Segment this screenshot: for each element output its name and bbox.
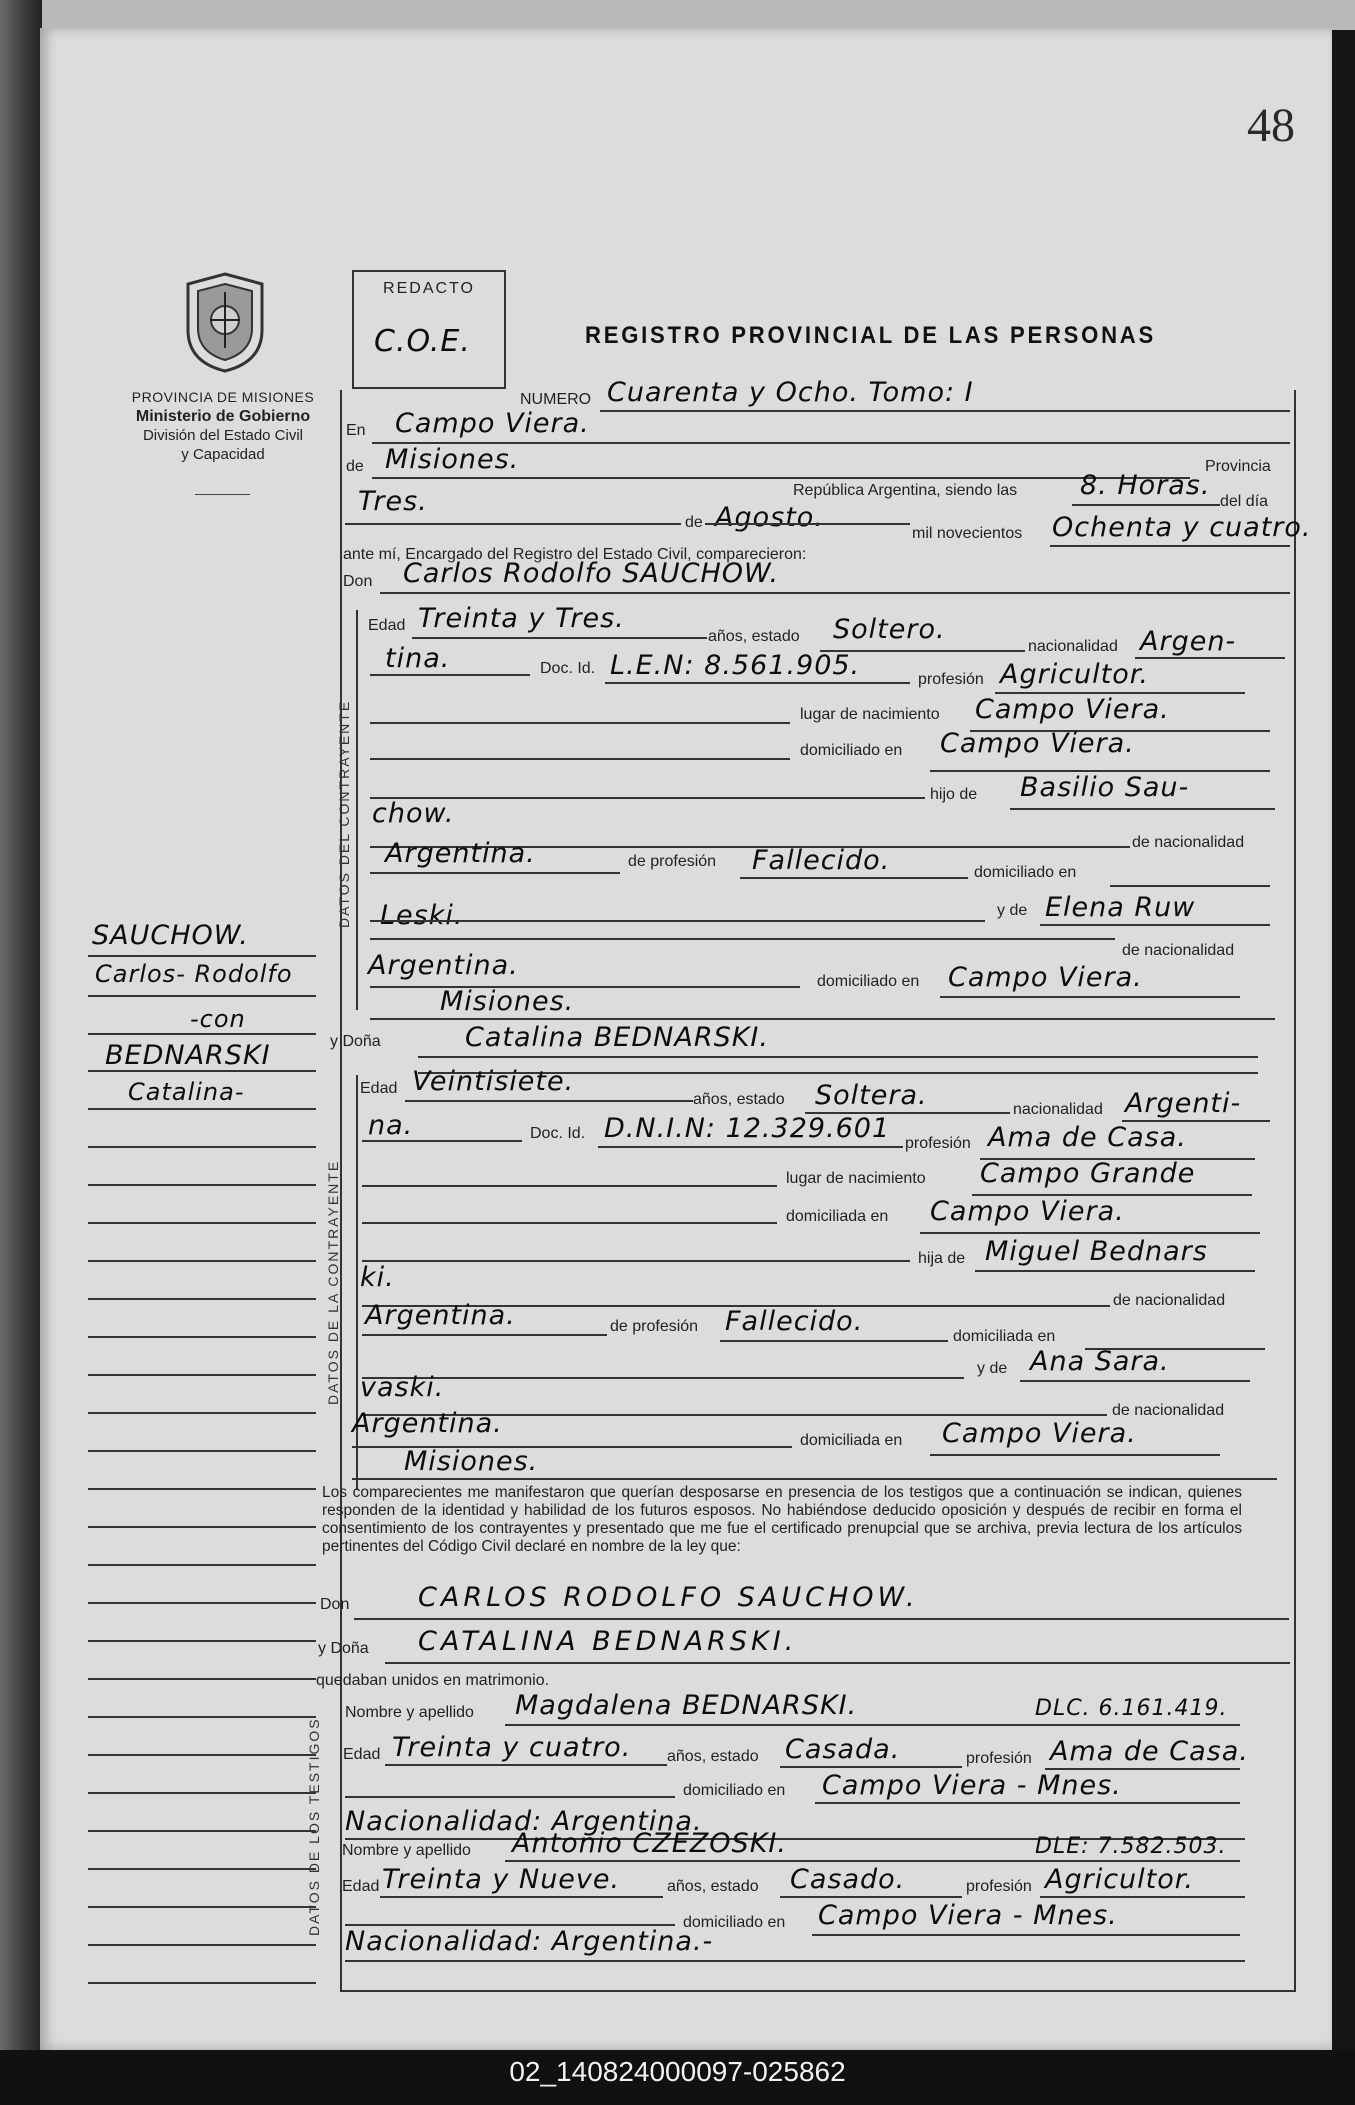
- entry-b-madre-dom1: Campo Viera.: [942, 1418, 1137, 1449]
- margin-note-line-1: SAUCHOW.: [92, 920, 249, 951]
- line-g-padre1: [1010, 808, 1275, 810]
- line-dona: [418, 1056, 1258, 1058]
- label-datos-la-contrayente: DATOS DE LA CONTRAYENTE: [325, 1159, 341, 1405]
- entry-b-nac2: na.: [368, 1110, 414, 1141]
- label-domiciliado-madre: domiciliado en: [817, 973, 920, 990]
- entry-decl-don: CARLOS RODOLFO SAUCHOW.: [418, 1582, 919, 1613]
- entry-g-nac1: Argen-: [1140, 626, 1237, 657]
- document-title: REGISTRO PROVINCIAL DE LAS PERSONAS: [585, 322, 1156, 349]
- margin-note-line-4: BEDNARSKI: [105, 1040, 271, 1071]
- frame-right: [1294, 390, 1296, 1990]
- line-t2-estado: [780, 1896, 962, 1898]
- label-provincia: Provincia: [1205, 458, 1271, 475]
- entry-b-estado: Soltera.: [815, 1080, 928, 1111]
- line-b-dom: [920, 1232, 1260, 1234]
- label-domiciliada: domiciliada en: [786, 1208, 889, 1225]
- label-hija-de: hija de: [918, 1250, 966, 1267]
- entry-g-doc: L.E.N: 8.561.905.: [610, 650, 861, 681]
- entry-b-doc: D.N.I.N: 12.329.601: [604, 1113, 891, 1144]
- line-g-nac1: [1135, 657, 1285, 659]
- label-de-nacionalidad-b: de nacionalidad: [1113, 1292, 1226, 1309]
- entry-dia: Tres.: [358, 486, 428, 517]
- line-g-blank4: [370, 938, 1115, 940]
- entry-g-padre2: chow.: [372, 798, 455, 829]
- entry-b-padre-nac: Argentina.: [365, 1300, 516, 1331]
- label-domiciliado: domiciliado en: [800, 742, 903, 759]
- entry-t2-edad: Treinta y Nueve.: [382, 1864, 621, 1895]
- label-profesion-b: profesión: [905, 1135, 971, 1152]
- entry-t2-prof: Agricultor.: [1045, 1864, 1194, 1895]
- entry-b-madre2: vaski.: [360, 1372, 445, 1403]
- line-de: [372, 477, 1190, 479]
- line-b-padre-nac: [362, 1334, 607, 1336]
- entry-g-lugar: Campo Viera.: [975, 694, 1170, 725]
- entry-g-estado: Soltero.: [833, 614, 946, 645]
- label-hijo-de: hijo de: [930, 786, 978, 803]
- entry-de: Misiones.: [385, 444, 520, 475]
- entry-t1-edad: Treinta y cuatro.: [392, 1732, 632, 1763]
- label-de-profesion-b: de profesión: [610, 1318, 699, 1335]
- entry-don: Carlos Rodolfo SAUCHOW.: [403, 558, 780, 589]
- line-b-madre-dom2: [352, 1478, 1277, 1480]
- label-domiciliada-padre: domiciliada en: [953, 1328, 1056, 1345]
- line-b-doc: [598, 1146, 903, 1148]
- entry-b-padre1: Miguel Bednars: [985, 1236, 1208, 1267]
- line-g-nac2: [370, 674, 530, 676]
- label-nombre-t1: Nombre y apellido: [345, 1704, 474, 1721]
- entry-t1-doc: DLC. 6.161.419.: [1035, 1696, 1228, 1721]
- line-t2-dom: [812, 1934, 1240, 1936]
- label-anos-estado-b: años, estado: [693, 1091, 785, 1108]
- margin-note-line-3: -con: [190, 1005, 246, 1033]
- label-domiciliado-padre: domiciliado en: [974, 864, 1077, 881]
- ministry-heading: [112, 388, 334, 464]
- entry-g-madre-dom2: Misiones.: [440, 986, 575, 1017]
- line-g-madre-nac: [370, 986, 800, 988]
- entry-t1-nombre: Magdalena BEDNARSKI.: [515, 1690, 858, 1721]
- entry-mes: Agosto.: [715, 502, 824, 533]
- line-b-blank1: [362, 1185, 777, 1187]
- line-g-madre1: [1040, 924, 1270, 926]
- line-g-edad: [412, 637, 707, 639]
- label-del-dia: del día: [1220, 493, 1269, 510]
- line-b-blank3: [362, 1260, 910, 1262]
- line-t1-edad: [385, 1764, 667, 1766]
- groom-block-bar: [356, 610, 358, 1010]
- line-numero: [600, 410, 1290, 412]
- frame-bottom: [340, 1990, 1296, 1992]
- entry-decl-dona: CATALINA BEDNARSKI.: [418, 1626, 798, 1657]
- ministry-name: Ministerio de Gobierno: [135, 408, 311, 425]
- stamp-initials: C.O.E.: [374, 324, 471, 359]
- entry-b-madre1: Ana Sara.: [1030, 1346, 1170, 1377]
- entry-g-prof: Agricultor.: [1000, 659, 1149, 690]
- entry-t2-doc: DLE: 7.582.503.: [1035, 1834, 1227, 1859]
- line-don: [380, 592, 1290, 594]
- page-top-edge: [42, 0, 1355, 30]
- label-y-de-b: y de: [977, 1360, 1008, 1377]
- label-doc-id: Doc. Id.: [540, 660, 596, 677]
- line-g-padre-dom: [1110, 885, 1270, 887]
- label-anos-estado-t1: años, estado: [667, 1748, 759, 1765]
- entry-g-madre-nac: Argentina.: [368, 950, 519, 981]
- entry-t1-dom: Campo Viera - Mnes.: [822, 1770, 1122, 1801]
- label-de-mes: de: [685, 514, 703, 531]
- entry-b-padre-prof: Fallecido.: [725, 1306, 864, 1337]
- entry-g-dom: Campo Viera.: [940, 728, 1135, 759]
- line-b-nac2: [362, 1140, 522, 1142]
- label-edad-t1: Edad: [343, 1746, 381, 1763]
- label-domiciliada-madre: domiciliada en: [800, 1432, 903, 1449]
- line-t1-estado: [780, 1766, 962, 1768]
- line-anio: [1050, 545, 1290, 547]
- margin-note-line-5: Catalina-: [128, 1078, 245, 1106]
- label-datos-contrayente: DATOS DEL CONTRAYENTE: [336, 699, 352, 928]
- label-don: Don: [343, 573, 373, 590]
- label-de-nacionalidad-b2: de nacionalidad: [1112, 1402, 1225, 1419]
- line-g-madre-dom2: [370, 1018, 1275, 1020]
- label-edad: Edad: [368, 617, 406, 634]
- label-datos-testigos: DATOS DE LOS TESTIGOS: [306, 1717, 322, 1936]
- label-domiciliado-t1: domiciliado en: [683, 1782, 786, 1799]
- footer-filename: 02_140824000097-025862: [509, 2056, 846, 2087]
- line-dia: [345, 523, 681, 525]
- page-number: 48: [1247, 99, 1295, 152]
- label-lugar-nac: lugar de nacimiento: [800, 706, 940, 723]
- entry-en: Campo Viera.: [395, 408, 590, 439]
- entry-t2-nac: Nacionalidad: Argentina.-: [345, 1926, 714, 1957]
- entry-g-padre-nac: Argentina.: [385, 838, 536, 869]
- label-anos-estado-t2: años, estado: [667, 1878, 759, 1895]
- label-edad-b: Edad: [360, 1080, 398, 1097]
- entry-t1-estado: Casada.: [785, 1734, 901, 1765]
- entry-g-madre2: Leski.: [380, 900, 464, 931]
- entry-b-madre-dom2: Misiones.: [404, 1446, 539, 1477]
- line-b-padre1: [975, 1270, 1255, 1272]
- label-profesion-t1: profesión: [966, 1750, 1032, 1767]
- line-t1-nombre: [505, 1724, 1240, 1726]
- entry-g-nac2: tina.: [385, 643, 451, 674]
- line-b-blank4: [362, 1377, 964, 1379]
- label-nacionalidad-b: nacionalidad: [1013, 1101, 1103, 1118]
- entry-t2-nombre: Antonio CZEZOSKI.: [512, 1828, 787, 1859]
- entry-b-lugar: Campo Grande: [980, 1158, 1196, 1189]
- margin-note-line-2: Carlos- Rodolfo: [95, 960, 293, 988]
- label-quedaban: quedaban unidos en matrimonio.: [316, 1672, 550, 1689]
- label-don-decl: Don: [320, 1596, 350, 1613]
- label-anos-estado: años, estado: [708, 628, 800, 645]
- line-horas: [1072, 504, 1220, 506]
- entry-g-madre-dom1: Campo Viera.: [948, 962, 1143, 993]
- entry-g-edad: Treinta y Tres.: [418, 603, 625, 634]
- line-b-madre-dom1: [930, 1454, 1220, 1456]
- line-decl-don: [354, 1618, 1289, 1620]
- redacto-stamp: [352, 270, 506, 389]
- line-t1-dom: [815, 1802, 1240, 1804]
- book-spine: [0, 0, 42, 2105]
- label-lugar-nac-b: lugar de nacimiento: [786, 1170, 926, 1187]
- label-domiciliado-t2: domiciliado en: [683, 1914, 786, 1931]
- line-t1-blank: [345, 1796, 675, 1798]
- label-nacionalidad: nacionalidad: [1028, 638, 1118, 655]
- entry-t1-prof: Ama de Casa.: [1050, 1736, 1249, 1767]
- line-b-blank2: [362, 1222, 777, 1224]
- line-b-madre1: [1020, 1380, 1250, 1382]
- line-g-madre-dom1: [940, 996, 1240, 998]
- entry-numero: Cuarenta y Ocho. Tomo: I: [607, 377, 974, 408]
- line-t2-prof: [1040, 1896, 1245, 1898]
- provincial-seal-icon: [180, 270, 270, 375]
- line-t2-edad: [380, 1896, 663, 1898]
- line-g-blank2: [370, 758, 790, 760]
- entry-b-edad: Veintisiete.: [412, 1066, 575, 1097]
- label-de: de: [346, 458, 364, 475]
- entry-b-prof: Ama de Casa.: [988, 1122, 1187, 1153]
- line-g-doc: [605, 682, 910, 684]
- label-mil-novecientos: mil novecientos: [912, 525, 1023, 542]
- label-nombre-t2: Nombre y apellido: [342, 1842, 471, 1859]
- ministry-capacity: y Capacidad: [181, 446, 265, 463]
- line-t2-nombre: [505, 1860, 1240, 1862]
- line-g-blank1: [370, 722, 790, 724]
- entry-b-nac1: Argenti-: [1125, 1088, 1242, 1119]
- line-g-madre2: [370, 920, 985, 922]
- entry-dona: Catalina BEDNARSKI.: [465, 1022, 769, 1053]
- label-numero: NUMERO: [520, 391, 592, 408]
- ministry-province: PROVINCIA DE MISIONES: [131, 389, 315, 405]
- entry-g-madre1: Elena Ruw: [1045, 892, 1196, 923]
- entry-anio: Ochenta y cuatro.: [1052, 512, 1312, 543]
- ministry-rule: [195, 494, 250, 495]
- label-de-nacionalidad: de nacionalidad: [1132, 834, 1245, 851]
- label-edad-t2: Edad: [342, 1878, 380, 1895]
- entry-t2-estado: Casado.: [790, 1864, 906, 1895]
- label-y-dona: y Doña: [330, 1033, 381, 1050]
- line-t2-nac: [345, 1960, 1245, 1962]
- line-decl-dona: [385, 1662, 1290, 1664]
- label-ante-mi: ante mí, Encargado del Registro del Estado Civil, comparecieron:: [343, 546, 807, 563]
- entry-b-dom: Campo Viera.: [930, 1196, 1125, 1227]
- stamp-label: REDACTO: [383, 280, 475, 297]
- line-g-padre-nac: [370, 872, 620, 874]
- label-y-dona-decl: y Doña: [318, 1640, 369, 1657]
- label-en: En: [346, 422, 366, 439]
- label-doc-id-b: Doc. Id.: [530, 1125, 586, 1142]
- entry-b-padre2: ki.: [360, 1262, 395, 1293]
- label-profesion: profesión: [918, 671, 984, 688]
- label-y-de: y de: [997, 902, 1028, 919]
- entry-g-padre-prof: Fallecido.: [752, 845, 891, 876]
- label-republica: República Argentina, siendo las: [793, 482, 1018, 499]
- line-b-padre-prof: [720, 1340, 948, 1342]
- entry-g-padre1: Basilio Sau-: [1020, 772, 1190, 803]
- label-profesion-t2: profesión: [966, 1878, 1032, 1895]
- label-de-nacionalidad2: de nacionalidad: [1122, 942, 1235, 959]
- label-de-profesion: de profesión: [628, 853, 717, 870]
- line-mes: [705, 523, 910, 525]
- entry-t1-nac: Nacionalidad: Argentina.: [345, 1806, 703, 1837]
- ministry-division: División del Estado Civil: [142, 427, 304, 444]
- declaration-paragraph: Los comparecientes me manifestaron que querían desposarse en presencia de los testigos que a continuación se indican, quienes responden de la identidad y habilidad de los futuros esposos. No habiéndose deducido oposición y después de recibir en forma el consentimiento de los contrayentes y presentado que me fue el certificado prenupcial que se archiva, previa lectura de los artículos pertinentes del Código Civil declaré en nombre de la ley que:: [322, 1484, 1242, 1555]
- line-b-edad: [405, 1100, 693, 1102]
- entry-b-madre-nac: Argentina.: [352, 1408, 503, 1439]
- line-g-padre-prof: [740, 877, 968, 879]
- entry-horas: 8. Horas.: [1080, 470, 1211, 501]
- witness-block-bar: [340, 1696, 342, 1941]
- entry-t2-dom: Campo Viera - Mnes.: [818, 1900, 1118, 1931]
